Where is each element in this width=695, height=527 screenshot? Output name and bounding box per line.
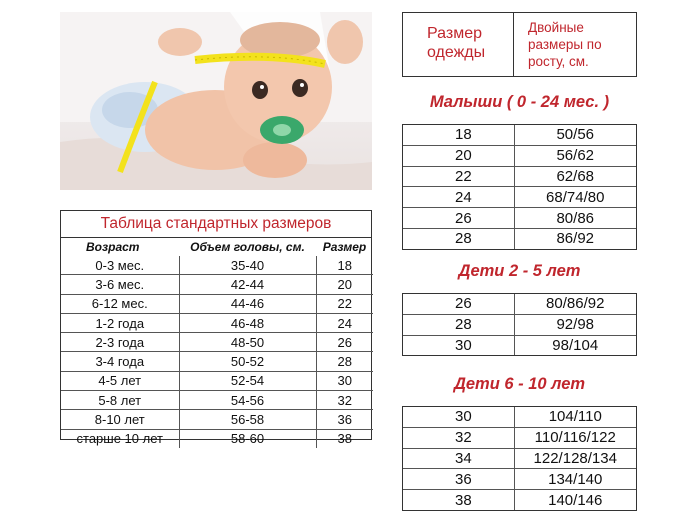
table-row: [403, 448, 636, 469]
cell-size: 28: [316, 352, 373, 371]
table-row: [61, 313, 373, 332]
cell-size: 22: [316, 294, 373, 313]
cell-height: 86/92: [556, 230, 595, 248]
table-row: [403, 294, 636, 314]
standard-sizes-table: [60, 210, 372, 447]
cell-height: 98/104: [552, 336, 599, 354]
table-row: [403, 490, 636, 510]
cell-size: 38: [337, 431, 352, 447]
group-title-kids-2-5: Дети 2 - 5 лет: [458, 262, 581, 280]
table-row: [403, 125, 636, 145]
group-title-babies: Малыши ( 0 - 24 мес. ): [429, 93, 610, 111]
table-row: [61, 410, 373, 429]
cell-size: 26: [403, 294, 514, 314]
cell-size: 34: [403, 448, 514, 469]
cell-size: 28: [403, 314, 514, 335]
cell-age: 1-2 года: [61, 313, 179, 332]
cell-size: 18: [316, 256, 373, 275]
table-row: [61, 429, 373, 448]
table-row: [61, 294, 373, 313]
cell-size: 20: [316, 275, 373, 294]
table-row: [61, 352, 373, 371]
cell-size: 30: [403, 335, 514, 355]
cell-size: 24: [403, 187, 514, 208]
cell-size: 36: [316, 410, 373, 429]
cell-age: 5-8 лет: [61, 391, 179, 410]
cell-size: 30: [403, 407, 514, 427]
table-row: [403, 427, 636, 448]
header-age: Возраст: [86, 240, 140, 254]
cell-head: 48-50: [179, 333, 316, 352]
group-title-kids-6-10: Дети 6 - 10 лет: [453, 375, 586, 393]
cell-size: 38: [403, 490, 514, 510]
cell-height: 92/98: [514, 314, 636, 335]
header-clothing-size: Размер одежды: [403, 13, 514, 76]
cell-size: 30: [316, 371, 373, 390]
standard-table-grid: [61, 238, 373, 448]
table-row: [403, 469, 636, 490]
cell-height: 140/146: [548, 491, 603, 509]
cell-head: 44-46: [179, 294, 316, 313]
clothing-size-header: [402, 12, 637, 77]
header-size: Размер: [322, 240, 367, 254]
table-row: [403, 145, 636, 166]
cell-size: 22: [403, 166, 514, 187]
cell-age: 3-6 мес.: [61, 275, 179, 294]
cell-head: 58-60: [179, 429, 316, 448]
table-row: [61, 275, 373, 294]
header-head-volume: Объем головы, см.: [190, 240, 305, 254]
table-row: [403, 166, 636, 187]
baby-illustration: [60, 12, 372, 190]
header-height-sizes: Двойные размеры по росту, см.: [528, 20, 602, 69]
cell-size: 20: [403, 145, 514, 166]
cell-size: 36: [403, 469, 514, 490]
cell-height: 122/128/134: [514, 448, 636, 469]
table-row: [403, 335, 636, 355]
table-row: [61, 256, 373, 275]
cell-size: 24: [316, 313, 373, 332]
cell-age: 0-3 мес.: [61, 256, 179, 275]
cell-size: 32: [316, 391, 373, 410]
cell-size: 26: [316, 333, 373, 352]
table-row: [403, 314, 636, 335]
standard-table-header-row: [61, 238, 373, 256]
cell-height: 80/86/92: [514, 294, 636, 314]
cell-age: 3-4 года: [61, 352, 179, 371]
cell-height: 68/74/80: [514, 187, 636, 208]
cell-size: 18: [403, 125, 514, 145]
cell-height: 56/62: [514, 145, 636, 166]
cell-size: 26: [403, 208, 514, 229]
cell-age: 6-12 мес.: [61, 294, 179, 313]
cell-head: 46-48: [179, 313, 316, 332]
table-row: [61, 391, 373, 410]
cell-head: 52-54: [179, 371, 316, 390]
cell-size: 28: [403, 228, 514, 248]
cell-age: 4-5 лет: [61, 371, 179, 390]
group-table-kids-2-5: [402, 293, 637, 356]
table-row: [403, 208, 636, 229]
cell-age: старше 10 лет: [61, 429, 179, 448]
cell-size: 32: [403, 427, 514, 448]
cell-head: 54-56: [179, 391, 316, 410]
table-row: [61, 333, 373, 352]
group-table-kids-6-10: [402, 406, 637, 511]
cell-head: 35-40: [179, 256, 316, 275]
cell-height: 134/140: [514, 469, 636, 490]
table-row: [61, 371, 373, 390]
cell-age: 2-3 года: [61, 333, 179, 352]
baby-photo: [60, 12, 372, 190]
cell-height: 80/86: [514, 208, 636, 229]
table-row: [403, 187, 636, 208]
cell-height: 62/68: [514, 166, 636, 187]
cell-head: 56-58: [179, 410, 316, 429]
standard-table-title: Таблица стандартных размеров: [61, 211, 371, 238]
table-row: [403, 228, 636, 248]
cell-height: 104/110: [514, 407, 636, 427]
cell-height: 110/116/122: [514, 427, 636, 448]
cell-head: 42-44: [179, 275, 316, 294]
cell-height: 50/56: [514, 125, 636, 145]
cell-head: 50-52: [179, 352, 316, 371]
table-row: [403, 407, 636, 427]
cell-age: 8-10 лет: [61, 410, 179, 429]
group-table-babies: [402, 124, 637, 250]
